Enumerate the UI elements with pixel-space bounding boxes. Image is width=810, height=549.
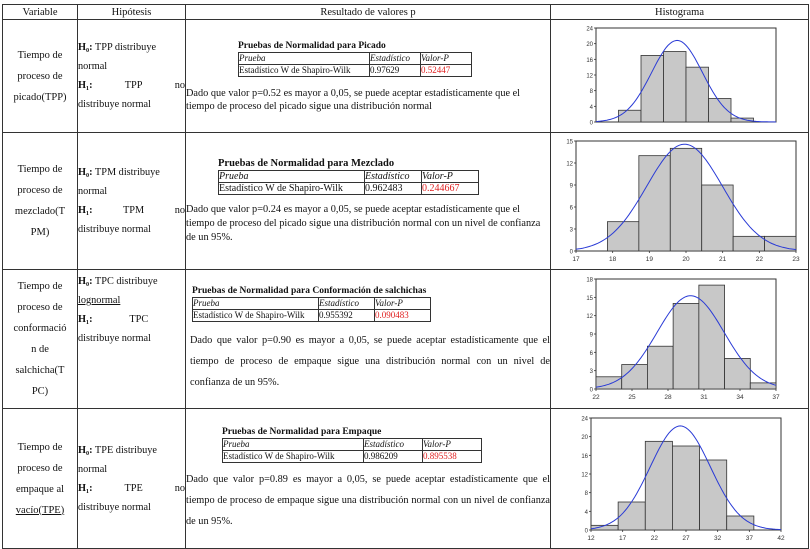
x-tick-label: 37 <box>745 534 753 542</box>
x-tick-label: 27 <box>681 534 690 542</box>
y-tick-label: 0 <box>569 249 573 256</box>
h1-no: no <box>174 482 185 494</box>
x-tick-label: 37 <box>771 394 780 401</box>
col-estadistico: Estadístico <box>364 438 423 450</box>
histogram-bar <box>638 156 669 251</box>
variable-cell <box>3 409 78 549</box>
h1-tail: distribuye normal <box>78 333 151 344</box>
x-tick-label: 19 <box>645 256 653 263</box>
variable-line: n de <box>31 344 49 355</box>
header-result: Resultado de valores p <box>186 5 551 20</box>
h0-tail: normal <box>78 463 108 475</box>
conclusion-text: Dado que valor p=0.52 es mayor a 0,05, se puede aceptar estadísticamente que el tiempo de proceso del picado sigue una distribución normal <box>186 87 521 112</box>
h0-text: TPM distribuye <box>94 167 160 178</box>
table-row <box>3 409 809 549</box>
variable-cell <box>3 20 78 133</box>
y-tick-label: 8 <box>589 89 593 96</box>
variable-line: PM) <box>30 227 50 238</box>
hypothesis-cell <box>78 409 186 549</box>
h1-line <box>78 310 185 329</box>
h0-tail: normal <box>78 186 108 197</box>
histogram-bar <box>670 148 701 251</box>
h1-label: H₁: <box>78 205 93 216</box>
x-tick-label: 28 <box>663 394 672 401</box>
histogram-bar <box>618 110 641 122</box>
h0-label: H₀: <box>78 42 93 53</box>
stat-value: 0.962483 <box>365 182 422 194</box>
x-tick-label: 12 <box>586 534 595 542</box>
histogram-bar <box>673 303 699 389</box>
stat-name: Estadístico W de Shapiro-Wilk <box>193 310 319 322</box>
result-cell <box>186 409 551 549</box>
y-tick-label: 3 <box>569 227 573 234</box>
test-title: Pruebas de Normalidad para Conformación de salchichas <box>192 286 427 296</box>
test-block <box>238 40 550 77</box>
h1-tail: distribuye normal <box>78 99 151 110</box>
x-tick-label: 18 <box>608 256 616 263</box>
histogram-bar <box>698 285 724 389</box>
variable-line: mezclado(T <box>14 206 66 217</box>
result-cell <box>186 20 551 133</box>
y-tick-label: 0 <box>589 120 593 127</box>
h0-line <box>78 272 185 291</box>
histogram-bar <box>645 441 672 530</box>
h1-label: H₁: <box>78 482 93 494</box>
col-estadistico: Estadístico <box>365 170 422 182</box>
test-block <box>192 285 550 322</box>
variable-line: picado(TPP) <box>13 91 67 103</box>
variable-line: proceso de <box>17 462 63 474</box>
histogram-bar <box>701 185 732 251</box>
test-title: Pruebas de Normalidad para Picado <box>238 40 386 51</box>
x-tick-label: 34 <box>735 394 744 401</box>
col-prueba: Prueba <box>239 52 370 64</box>
header-row <box>3 5 809 20</box>
x-tick-label: 42 <box>776 534 785 542</box>
variable-line: conformació <box>13 323 67 334</box>
conclusion-text: Dado que valor p=0.24 es mayor a 0,05, se puede aceptar estadísticamente que el tiempo de proceso del picado sigue una distribución normal con un nivel de confianza de un 95%. <box>186 203 541 243</box>
h1-var: TPM <box>123 205 145 216</box>
h1-no: no <box>174 80 185 91</box>
histogram-cell <box>551 20 809 133</box>
h0-text: TPP distribuye <box>94 42 157 53</box>
col-estadistico: Estadístico <box>370 52 421 64</box>
h0-text: TPE distribuye <box>94 444 157 456</box>
y-tick-label: 6 <box>569 205 573 212</box>
histogram-cell <box>551 409 809 549</box>
h1-var: TPC <box>129 314 149 325</box>
y-tick-label: 3 <box>589 369 593 376</box>
h0-tail: lognormal <box>78 295 121 306</box>
variable-cell <box>3 270 78 409</box>
h0-text: TPC distribuye <box>94 276 158 287</box>
test-title: Pruebas de Normalidad para Empaque <box>222 426 382 437</box>
variable-line: salchicha(T <box>15 365 65 376</box>
histogram-bar <box>621 365 647 389</box>
h1-var: TPP <box>124 80 143 91</box>
stat-name: Estadístico W de Shapiro-Wilk <box>223 450 364 462</box>
stat-value: 0.955392 <box>319 310 375 322</box>
conclusion-text: Dado que valor p=0.90 es mayor a 0,05, se puede aceptar estadísticamente que el tiempo de proceso de empaque sigue una distribución normal con un nivel de confianza de un 95%. <box>190 335 550 388</box>
h1-label: H₁: <box>78 80 93 91</box>
col-valor-p: Valor-P <box>375 298 431 310</box>
table-row <box>3 133 809 270</box>
variable-cell <box>3 133 78 270</box>
y-tick-label: 8 <box>584 490 588 497</box>
x-tick-label: 25 <box>627 394 636 401</box>
x-tick-label: 17 <box>618 534 626 542</box>
histogram-chart <box>560 137 800 265</box>
y-tick-label: 24 <box>580 416 588 422</box>
y-tick-label: 20 <box>585 42 593 49</box>
y-tick-label: 4 <box>589 104 593 111</box>
p-table <box>218 170 479 195</box>
y-tick-label: 9 <box>589 332 593 339</box>
h1-line <box>78 76 185 95</box>
y-tick-label: 9 <box>569 183 573 190</box>
histogram-chart <box>580 24 780 128</box>
p-value: 0.244667 <box>422 182 479 194</box>
hypothesis-cell <box>78 133 186 270</box>
y-tick-label: 12 <box>585 73 593 80</box>
conclusion-text: Dado que valor p=0.89 es mayor a 0,05, se puede aceptar estadísticamente que el tiempo de proceso de empaque sigue una distribución normal con un nivel de confianza de un 95%. <box>186 473 550 527</box>
histogram-chart <box>575 414 785 544</box>
y-tick-label: 4 <box>584 509 588 516</box>
histogram-cell <box>551 133 809 270</box>
h1-line <box>78 201 185 220</box>
stat-name: Estadístico W de Shapiro-Wilk <box>239 64 370 76</box>
result-cell <box>186 133 551 270</box>
variable-line: empaque al <box>15 483 65 495</box>
histogram-chart <box>580 275 780 403</box>
histogram-bar <box>672 446 699 530</box>
x-tick-label: 31 <box>699 394 708 401</box>
variable-line: Tiempo de <box>17 281 63 292</box>
h1-label: H₁: <box>78 314 93 325</box>
variable-line: Tiempo de <box>17 441 63 453</box>
y-tick-label: 16 <box>585 57 593 64</box>
y-tick-label: 6 <box>589 350 593 357</box>
histogram-bar <box>607 222 638 251</box>
histogram-bar <box>618 502 645 530</box>
histogram-bar <box>733 236 764 251</box>
h1-tail: distribuye normal <box>78 501 151 513</box>
y-tick-label: 12 <box>565 161 573 168</box>
p-table <box>192 297 431 322</box>
histogram-bar <box>699 460 726 530</box>
test-block <box>218 158 550 195</box>
y-tick-label: 15 <box>565 139 573 146</box>
y-tick-label: 0 <box>584 528 588 534</box>
h0-label: H₀: <box>78 167 93 178</box>
hypothesis-cell <box>78 20 186 133</box>
col-prueba: Prueba <box>219 170 365 182</box>
variable-line: proceso de <box>17 185 63 196</box>
p-table <box>238 52 472 77</box>
variable-line: proceso de <box>17 302 63 313</box>
histogram-bar <box>641 55 664 122</box>
h1-no: no <box>174 205 185 216</box>
histogram-bar <box>724 358 750 389</box>
y-tick-label: 0 <box>589 387 593 394</box>
histogram-bar <box>596 377 622 389</box>
stat-name: Estadístico W de Shapiro-Wilk <box>219 182 365 194</box>
col-prueba: Prueba <box>223 438 364 450</box>
x-tick-label: 22 <box>650 534 658 542</box>
variable-line: vacío(TPE) <box>15 504 65 516</box>
normality-table <box>2 4 809 549</box>
col-valor-p: Valor-P <box>422 170 479 182</box>
header-variable: Variable <box>3 5 78 20</box>
variable-line: PC) <box>31 386 49 397</box>
variable-line: proceso de <box>17 70 63 82</box>
table-row <box>3 270 809 409</box>
variable-line: Tiempo de <box>17 49 63 61</box>
h1-tail: distribuye normal <box>78 224 151 235</box>
h0-label: H₀: <box>78 444 93 456</box>
h0-label: H₀: <box>78 276 93 287</box>
h0-line <box>78 441 185 460</box>
histogram-bar <box>663 52 686 123</box>
y-tick-label: 24 <box>585 26 593 33</box>
y-tick-label: 18 <box>585 277 593 284</box>
x-tick-label: 21 <box>718 256 726 263</box>
x-tick-label: 22 <box>755 256 763 263</box>
h0-line <box>78 163 185 182</box>
test-title: Pruebas de Normalidad para Mezclado <box>218 157 395 169</box>
histogram-bar <box>647 346 673 389</box>
x-tick-label: 22 <box>591 394 600 401</box>
x-tick-label: 17 <box>571 256 580 263</box>
histogram-cell <box>551 270 809 409</box>
header-hypothesis: Hipótesis <box>78 5 186 20</box>
col-estadistico: Estadístico <box>319 298 375 310</box>
table-row <box>3 20 809 133</box>
stat-value: 0.97629 <box>370 64 421 76</box>
y-tick-label: 20 <box>580 434 588 441</box>
x-tick-label: 32 <box>713 534 721 542</box>
x-tick-label: 23 <box>791 256 800 263</box>
y-tick-label: 16 <box>580 453 588 460</box>
col-valor-p: Valor-P <box>423 438 482 450</box>
x-tick-label: 20 <box>681 256 690 263</box>
col-prueba: Prueba <box>193 298 319 310</box>
header-histogram: Histograma <box>551 5 809 20</box>
p-table <box>222 438 482 463</box>
variable-line: Tiempo de <box>17 164 63 175</box>
test-block <box>222 426 550 463</box>
col-valor-p: Valor-P <box>421 52 472 64</box>
y-tick-label: 15 <box>585 295 593 302</box>
p-value: 0.090483 <box>375 310 431 322</box>
h1-var: TPE <box>124 482 143 494</box>
h1-line <box>78 479 185 498</box>
y-tick-label: 12 <box>580 472 588 478</box>
y-tick-label: 12 <box>585 314 593 321</box>
stat-value: 0.986209 <box>364 450 423 462</box>
p-value: 0.52447 <box>421 64 472 76</box>
h0-tail: normal <box>78 61 108 72</box>
histogram-bar <box>686 67 709 122</box>
h0-line <box>78 38 185 57</box>
hypothesis-cell <box>78 270 186 409</box>
p-value: 0.895538 <box>423 450 482 462</box>
result-cell <box>186 270 551 409</box>
